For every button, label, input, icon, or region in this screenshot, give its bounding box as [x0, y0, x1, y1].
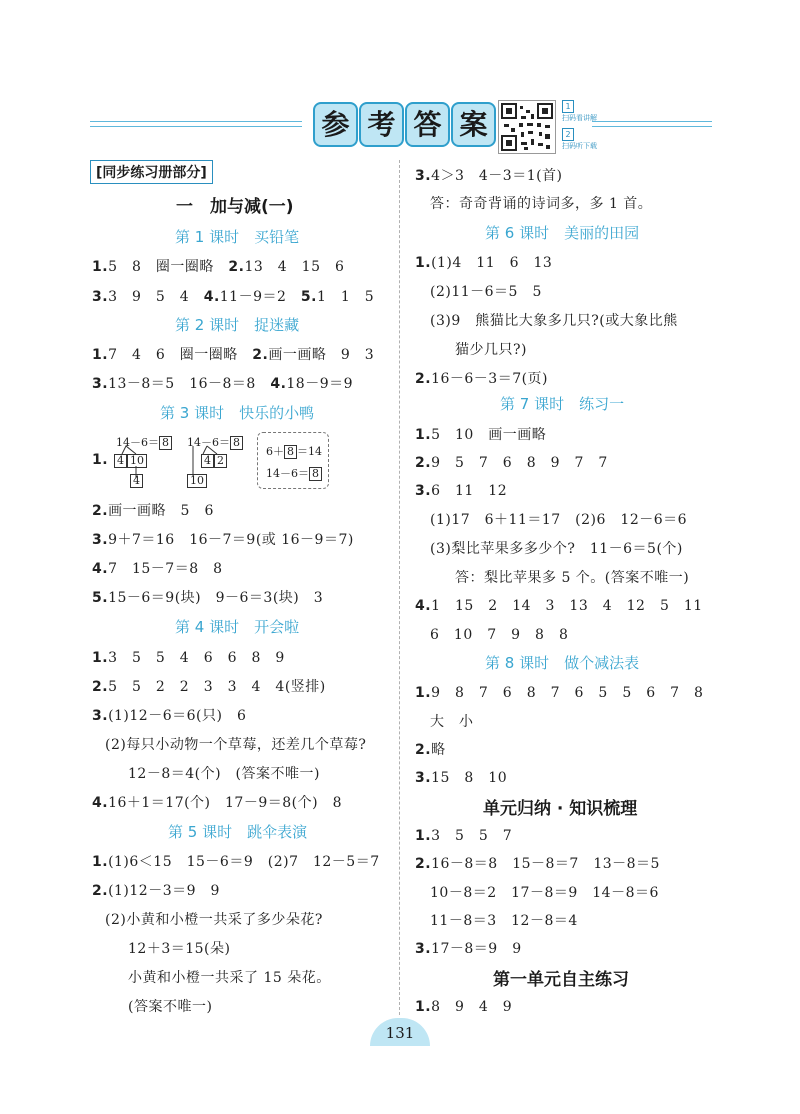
- qr-label-2: [562, 128, 597, 151]
- answer-line: [128, 967, 331, 987]
- answer-line: [415, 252, 552, 272]
- answer-box: 8: [309, 467, 322, 481]
- lesson-7-heading: 第 7 课时 练习一: [500, 395, 625, 413]
- answer-box: 10: [127, 454, 147, 468]
- item-num: 3.: [92, 289, 109, 305]
- answer-box: 8: [159, 436, 172, 450]
- item-num: 2.: [415, 742, 432, 758]
- unit-practice-heading: 第一单元自主练习: [493, 970, 629, 990]
- answer-line: [415, 938, 522, 958]
- answer-line: [430, 509, 687, 529]
- answer-text: 5 5 2 2 3 3 4 4(竖排): [108, 679, 326, 695]
- answer-box: 4: [201, 454, 214, 468]
- answer-text: (1)6＜15 15－6＝9 (2)7 12－5＝7: [108, 854, 380, 870]
- answer-line: [430, 281, 542, 301]
- item-num: 2.: [92, 503, 109, 519]
- answer-text: 5 10 画一画略: [431, 427, 547, 443]
- answer-text: 3 9 5 4: [108, 289, 204, 305]
- answer-text: 大 小: [430, 714, 474, 730]
- answer-line: [128, 996, 212, 1016]
- page-title-char-2: 考: [359, 102, 404, 147]
- answer-line: [415, 682, 703, 702]
- header-rule-right-2: [592, 126, 712, 127]
- split-diagram-1: [108, 432, 178, 492]
- answer-line: [92, 705, 246, 725]
- lesson-6-heading: 第 6 课时 美丽的田园: [485, 224, 640, 242]
- answer-text: 17－8＝9 9: [431, 941, 522, 957]
- item-num: 2.: [252, 347, 269, 363]
- equation-text: 14－6＝: [187, 436, 230, 449]
- page-number: 131: [370, 1018, 430, 1046]
- answer-line: [92, 256, 344, 276]
- lesson-5-heading: 第 5 课时 跳伞表演: [168, 823, 308, 841]
- equation-box-diagram: [257, 432, 329, 489]
- item-num: 1.: [92, 259, 109, 275]
- answer-text: 画一画略 9 3: [268, 347, 375, 363]
- answer-line: [92, 529, 354, 549]
- answer-line: [415, 825, 512, 845]
- item-num: 1.: [415, 685, 432, 701]
- equation-text: 6＋: [266, 445, 284, 458]
- answer-line: [430, 538, 683, 558]
- answer-line: [415, 452, 608, 472]
- answer-text: 16－6－3＝7(页): [431, 371, 549, 387]
- answer-text: (1)4 11 6 13: [431, 255, 553, 271]
- answer-text: (3)9 熊猫比大象多几只?(或大象比熊: [430, 313, 678, 329]
- qr-label-1: [562, 100, 597, 123]
- answer-text: 8 9 4 9: [431, 999, 513, 1015]
- answer-line: [430, 310, 678, 330]
- item-num: 3.: [415, 168, 432, 184]
- qr-label-1-text: 扫码看讲解: [562, 114, 597, 122]
- item-num: 1.: [415, 999, 432, 1015]
- answer-text: (1)17 6＋11＝17 (2)6 12－6＝6: [430, 512, 688, 528]
- answer-line: [430, 882, 659, 902]
- qr-num-2: 2: [562, 128, 574, 141]
- answer-text: (2)11－6＝5 5: [430, 284, 542, 300]
- answer-line: [415, 739, 446, 759]
- lesson-4-heading: 第 4 课时 开会啦: [175, 618, 300, 636]
- item-num: 2.: [415, 856, 432, 872]
- item-num: 2.: [415, 455, 432, 471]
- answer-line: [415, 424, 546, 444]
- column-divider: [399, 160, 400, 1015]
- header-rule-right: [592, 121, 712, 122]
- answer-line: [92, 676, 326, 696]
- answer-text: 答：梨比苹果多 5 个。(答案不唯一): [455, 570, 690, 586]
- item-num: 3.: [92, 532, 109, 548]
- answer-line: [92, 880, 220, 900]
- item-num: 3.: [92, 708, 109, 724]
- item-num: 1.: [415, 828, 432, 844]
- item-num: 2.: [415, 371, 432, 387]
- item-num: 4.: [203, 289, 220, 305]
- answer-line: [92, 286, 374, 306]
- lesson-3-heading: 第 3 课时 快乐的小鸭: [160, 404, 315, 422]
- answer-text: 4＞3 4－3＝1(首): [431, 168, 563, 184]
- answer-text: 7 4 6 圈一圈略: [108, 347, 253, 363]
- answer-text: (答案不唯一): [128, 999, 213, 1015]
- answer-text: 6 10 7 9 8 8: [430, 627, 569, 643]
- qr-num-1: 1: [562, 100, 574, 113]
- answer-text: (2)每只小动物一个草莓，还差几个草莓?: [105, 737, 367, 753]
- answer-text: (3)梨比苹果多多少个? 11－6＝5(个): [430, 541, 683, 557]
- unit-title: 一 加与减(一): [176, 197, 294, 217]
- answer-box: 8: [230, 436, 243, 450]
- answer-line: [455, 567, 689, 587]
- equation-text: 14－6＝: [266, 467, 309, 480]
- answer-text: 5 8 圈一圈略: [108, 259, 229, 275]
- answer-line: [92, 851, 380, 871]
- answer-line: [92, 500, 214, 520]
- answer-line: [430, 910, 578, 930]
- qr-label-2-text: 扫码听下载: [562, 142, 597, 150]
- answer-line: [92, 344, 374, 364]
- answer-line: [105, 734, 366, 754]
- answer-line: [430, 711, 474, 731]
- answer-text: 12－8＝4(个) (答案不唯一): [128, 766, 320, 782]
- answer-line: [430, 193, 652, 213]
- answer-line: [105, 909, 323, 929]
- answer-text: 15－6＝9(块) 9－6＝3(块) 3: [108, 590, 324, 606]
- item-num: 2.: [92, 883, 109, 899]
- answer-text: 16＋1＝17(个) 17－9＝8(个) 8: [108, 795, 342, 811]
- answer-text: 9 5 7 6 8 9 7 7: [431, 455, 608, 471]
- lesson-8-heading: 第 8 课时 做个减法表: [485, 654, 640, 672]
- item-num: 4.: [270, 376, 287, 392]
- answer-text: 10－8＝2 17－8＝9 14－8＝6: [430, 885, 659, 901]
- item-num: 1.: [92, 854, 109, 870]
- answer-line: [92, 647, 285, 667]
- item-num: 1.: [415, 427, 432, 443]
- answer-line: [415, 480, 507, 500]
- answer-text: 3 5 5 7: [431, 828, 513, 844]
- item-num: 1.: [92, 650, 109, 666]
- answer-text: 9＋7＝16 16－7＝9(或 16－9＝7): [108, 532, 354, 548]
- answer-line: [128, 763, 320, 783]
- lesson-2-heading: 第 2 课时 捉迷藏: [175, 316, 300, 334]
- page-title-char-4: 案: [451, 102, 496, 147]
- item-num: 2.: [228, 259, 245, 275]
- answer-line: [92, 587, 323, 607]
- item-num: 5.: [300, 289, 317, 305]
- answer-text: 6 11 12: [431, 483, 508, 499]
- answer-text: 猫少几只?): [455, 342, 527, 358]
- answer-text: 3 5 5 4 6 6 8 9: [108, 650, 285, 666]
- answer-line: [128, 938, 230, 958]
- answer-text: 16－8＝8 15－8＝7 13－8＝5: [431, 856, 660, 872]
- answer-text: 13 4 15 6: [244, 259, 345, 275]
- lesson-1-heading: 第 1 课时 买铅笔: [175, 228, 300, 246]
- item-num: 3.: [415, 483, 432, 499]
- answer-line: [415, 767, 507, 787]
- answer-text: 18－9＝9: [286, 376, 354, 392]
- answer-line: [415, 368, 548, 388]
- answer-text: 小黄和小橙一共采了 15 朵花。: [128, 970, 331, 986]
- item-num: 3.: [415, 941, 432, 957]
- answer-text: (1)12－3＝9 9: [108, 883, 220, 899]
- header-rule-left-2: [90, 126, 302, 127]
- answer-line: [430, 624, 568, 644]
- answer-text: 9 8 7 6 8 7 6 5 5 6 7 8: [431, 685, 704, 701]
- answer-line: [415, 996, 512, 1016]
- answer-text: 13－8＝5 16－8＝8: [108, 376, 271, 392]
- answer-box: 4: [114, 454, 127, 468]
- page-title-char-1: 参: [313, 102, 358, 147]
- answer-text: 11－8＝3 12－8＝4: [430, 913, 578, 929]
- answer-text: 15 8 10: [431, 770, 508, 786]
- answer-text: (1)12－6＝6(只) 6: [108, 708, 247, 724]
- answer-line: [415, 165, 563, 185]
- answer-text: 画一画略 5 6: [108, 503, 214, 519]
- answer-box: 2: [214, 454, 227, 468]
- answer-line: [455, 339, 527, 359]
- answer-text: 11－9＝2: [219, 289, 301, 305]
- page-title-char-3: 答: [405, 102, 450, 147]
- answer-text: 7 15－7＝8 8: [108, 561, 223, 577]
- item-num: 1.: [92, 347, 109, 363]
- answer-text: 12＋3＝15(朵): [128, 941, 231, 957]
- answer-line: [415, 853, 660, 873]
- item-num: 4.: [415, 598, 432, 614]
- item-num: 3.: [92, 376, 109, 392]
- item-num: 4.: [92, 561, 109, 577]
- split-diagram-2: [183, 432, 253, 492]
- answer-line: [415, 595, 703, 615]
- answer-line: [92, 373, 353, 393]
- section-tag: [同步练习册部分]: [90, 160, 213, 184]
- header-rule-left: [90, 121, 302, 122]
- item-num: 5.: [92, 590, 109, 606]
- equation-text: 14－6＝: [116, 436, 159, 449]
- answer-text: 略: [431, 742, 446, 758]
- unit-summary-heading: 单元归纳 · 知识梳理: [483, 799, 638, 819]
- item-num: 2.: [92, 679, 109, 695]
- answer-text: 答：奇奇背诵的诗词多，多 1 首。: [430, 196, 653, 212]
- answer-text: (2)小黄和小橙一共采了多少朵花?: [105, 912, 323, 928]
- item-num: 3.: [415, 770, 432, 786]
- qr-code-icon: [498, 100, 556, 154]
- answer-box: 4: [130, 474, 143, 488]
- answer-text: 1 1 5: [316, 289, 375, 305]
- answer-box: 10: [187, 474, 207, 488]
- item-num: [92, 452, 108, 468]
- answer-box: 8: [284, 445, 297, 459]
- item-num: 1.: [92, 452, 109, 468]
- item-num: 1.: [415, 255, 432, 271]
- answer-line: [92, 558, 223, 578]
- item-num: 4.: [92, 795, 109, 811]
- answer-text: 1 15 2 14 3 13 4 12 5 11: [431, 598, 703, 614]
- answer-line: [92, 792, 342, 812]
- equation-text: ＝14: [297, 445, 322, 458]
